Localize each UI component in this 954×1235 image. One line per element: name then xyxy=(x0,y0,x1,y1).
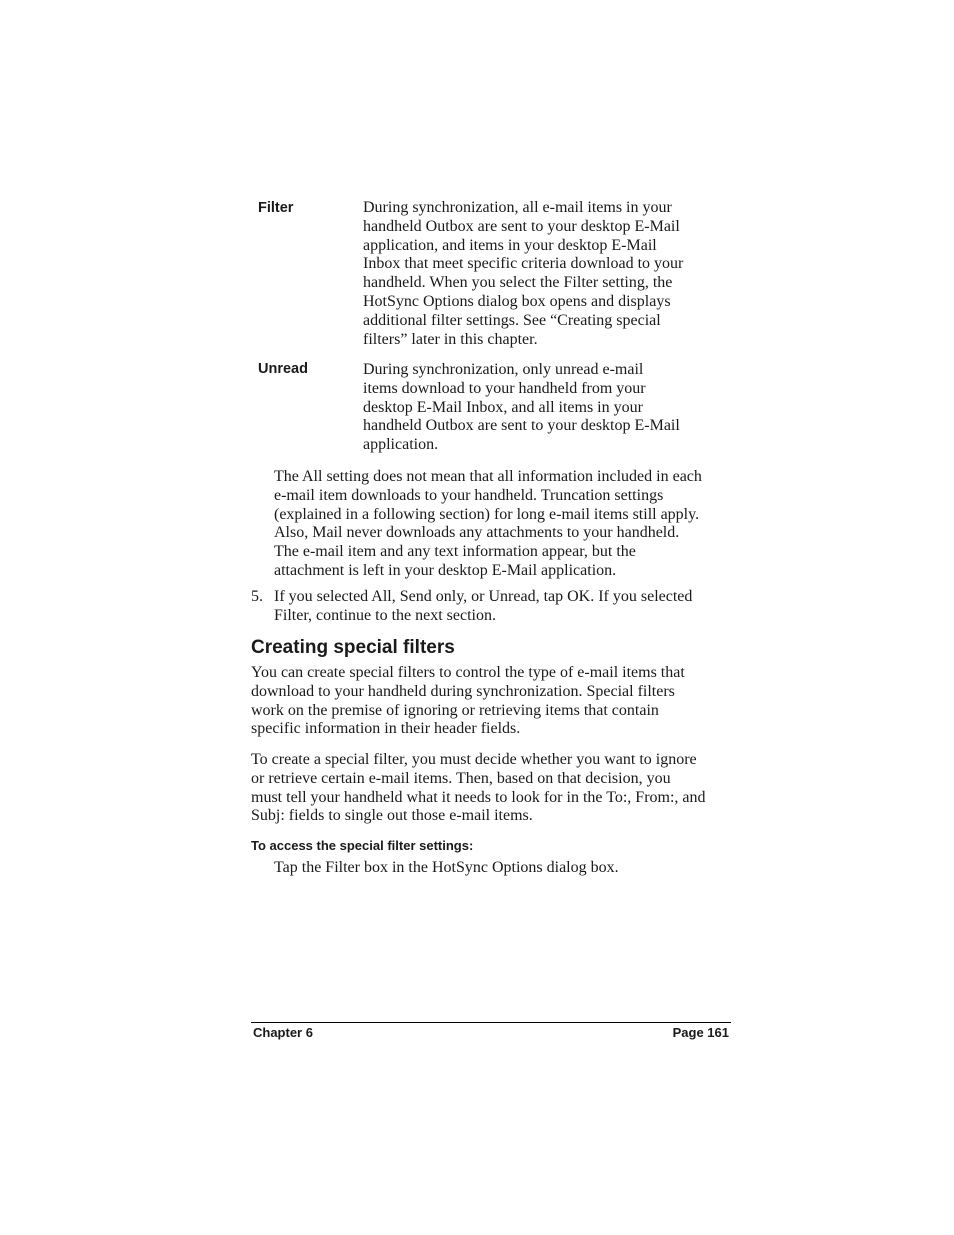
term-unread: Unread xyxy=(258,361,308,377)
definition-line: During synchronization, all e-mail items in your xyxy=(363,199,672,216)
step-number: 5. xyxy=(251,588,263,605)
note-line: attachment is left in your desktop E-Mail application. xyxy=(274,561,617,579)
definition-unread xyxy=(363,361,713,455)
step-text xyxy=(274,588,692,626)
definition-line: application, and items in your desktop E-Mail xyxy=(363,236,657,254)
definition-line: application. xyxy=(363,436,439,454)
section-heading: Creating special filters xyxy=(251,637,455,658)
note-line: Also, Mail never downloads any attachments to your handheld. xyxy=(274,524,680,542)
paragraph-line: work on the premise of ignoring or retrieving items that contain xyxy=(251,701,659,719)
definition-line: handheld Outbox are sent to your desktop E-Mail xyxy=(363,417,680,435)
step-line: If you selected All, Send only, or Unread, tap OK. If you selected xyxy=(274,588,693,605)
footer-rule xyxy=(251,1022,731,1023)
decision-paragraph xyxy=(251,751,706,826)
paragraph-line: must tell your handheld what it needs to look for in the To:, From:, and xyxy=(251,788,706,806)
note-line: The e-mail item and any text information appear, but the xyxy=(274,543,636,561)
definition-line: handheld Outbox are sent to your desktop E-Mail xyxy=(363,217,680,235)
note-paragraph xyxy=(274,468,702,581)
definition-line: additional filter settings. See “Creating special xyxy=(363,311,661,329)
note-line: (explained in a following section) for long e-mail items still apply. xyxy=(274,505,700,523)
note-line: The All setting does not mean that all information included in each xyxy=(274,468,702,485)
footer-chapter: Chapter 6 xyxy=(253,1025,313,1040)
paragraph-line: To create a special filter, you must decide whether you want to ignore xyxy=(251,751,697,768)
footer-page-number: Page 161 xyxy=(672,1025,729,1040)
definition-line: desktop E-Mail Inbox, and all items in your xyxy=(363,398,643,416)
paragraph-line: or retrieve certain e-mail items. Then, based on that decision, you xyxy=(251,769,671,787)
step-line: Filter, continue to the next section. xyxy=(274,606,496,624)
paragraph-line: specific information in their header fields. xyxy=(251,720,521,738)
term-filter: Filter xyxy=(258,200,294,216)
procedure-heading: To access the special filter settings: xyxy=(251,838,474,853)
intro-paragraph xyxy=(251,664,685,739)
paragraph-line: Subj: fields to single out those e-mail items. xyxy=(251,807,533,825)
definition-line: Inbox that meet specific criteria download to your xyxy=(363,255,684,273)
definition-line: items download to your handheld from your xyxy=(363,379,646,397)
definition-line: filters” later in this chapter. xyxy=(363,330,538,348)
note-line: e-mail item downloads to your handheld. Truncation settings xyxy=(274,486,664,504)
paragraph-line: You can create special filters to control the type of e-mail items that xyxy=(251,664,685,681)
definition-line: handheld. When you select the Filter setting, the xyxy=(363,274,673,292)
procedure-step: Tap the Filter box in the HotSync Options dialog box. xyxy=(274,859,619,876)
definition-filter xyxy=(363,199,713,349)
paragraph-line: download to your handheld during synchronization. Special filters xyxy=(251,682,675,700)
definition-line: During synchronization, only unread e-mail xyxy=(363,361,644,378)
definition-line: HotSync Options dialog box opens and displays xyxy=(363,292,671,310)
